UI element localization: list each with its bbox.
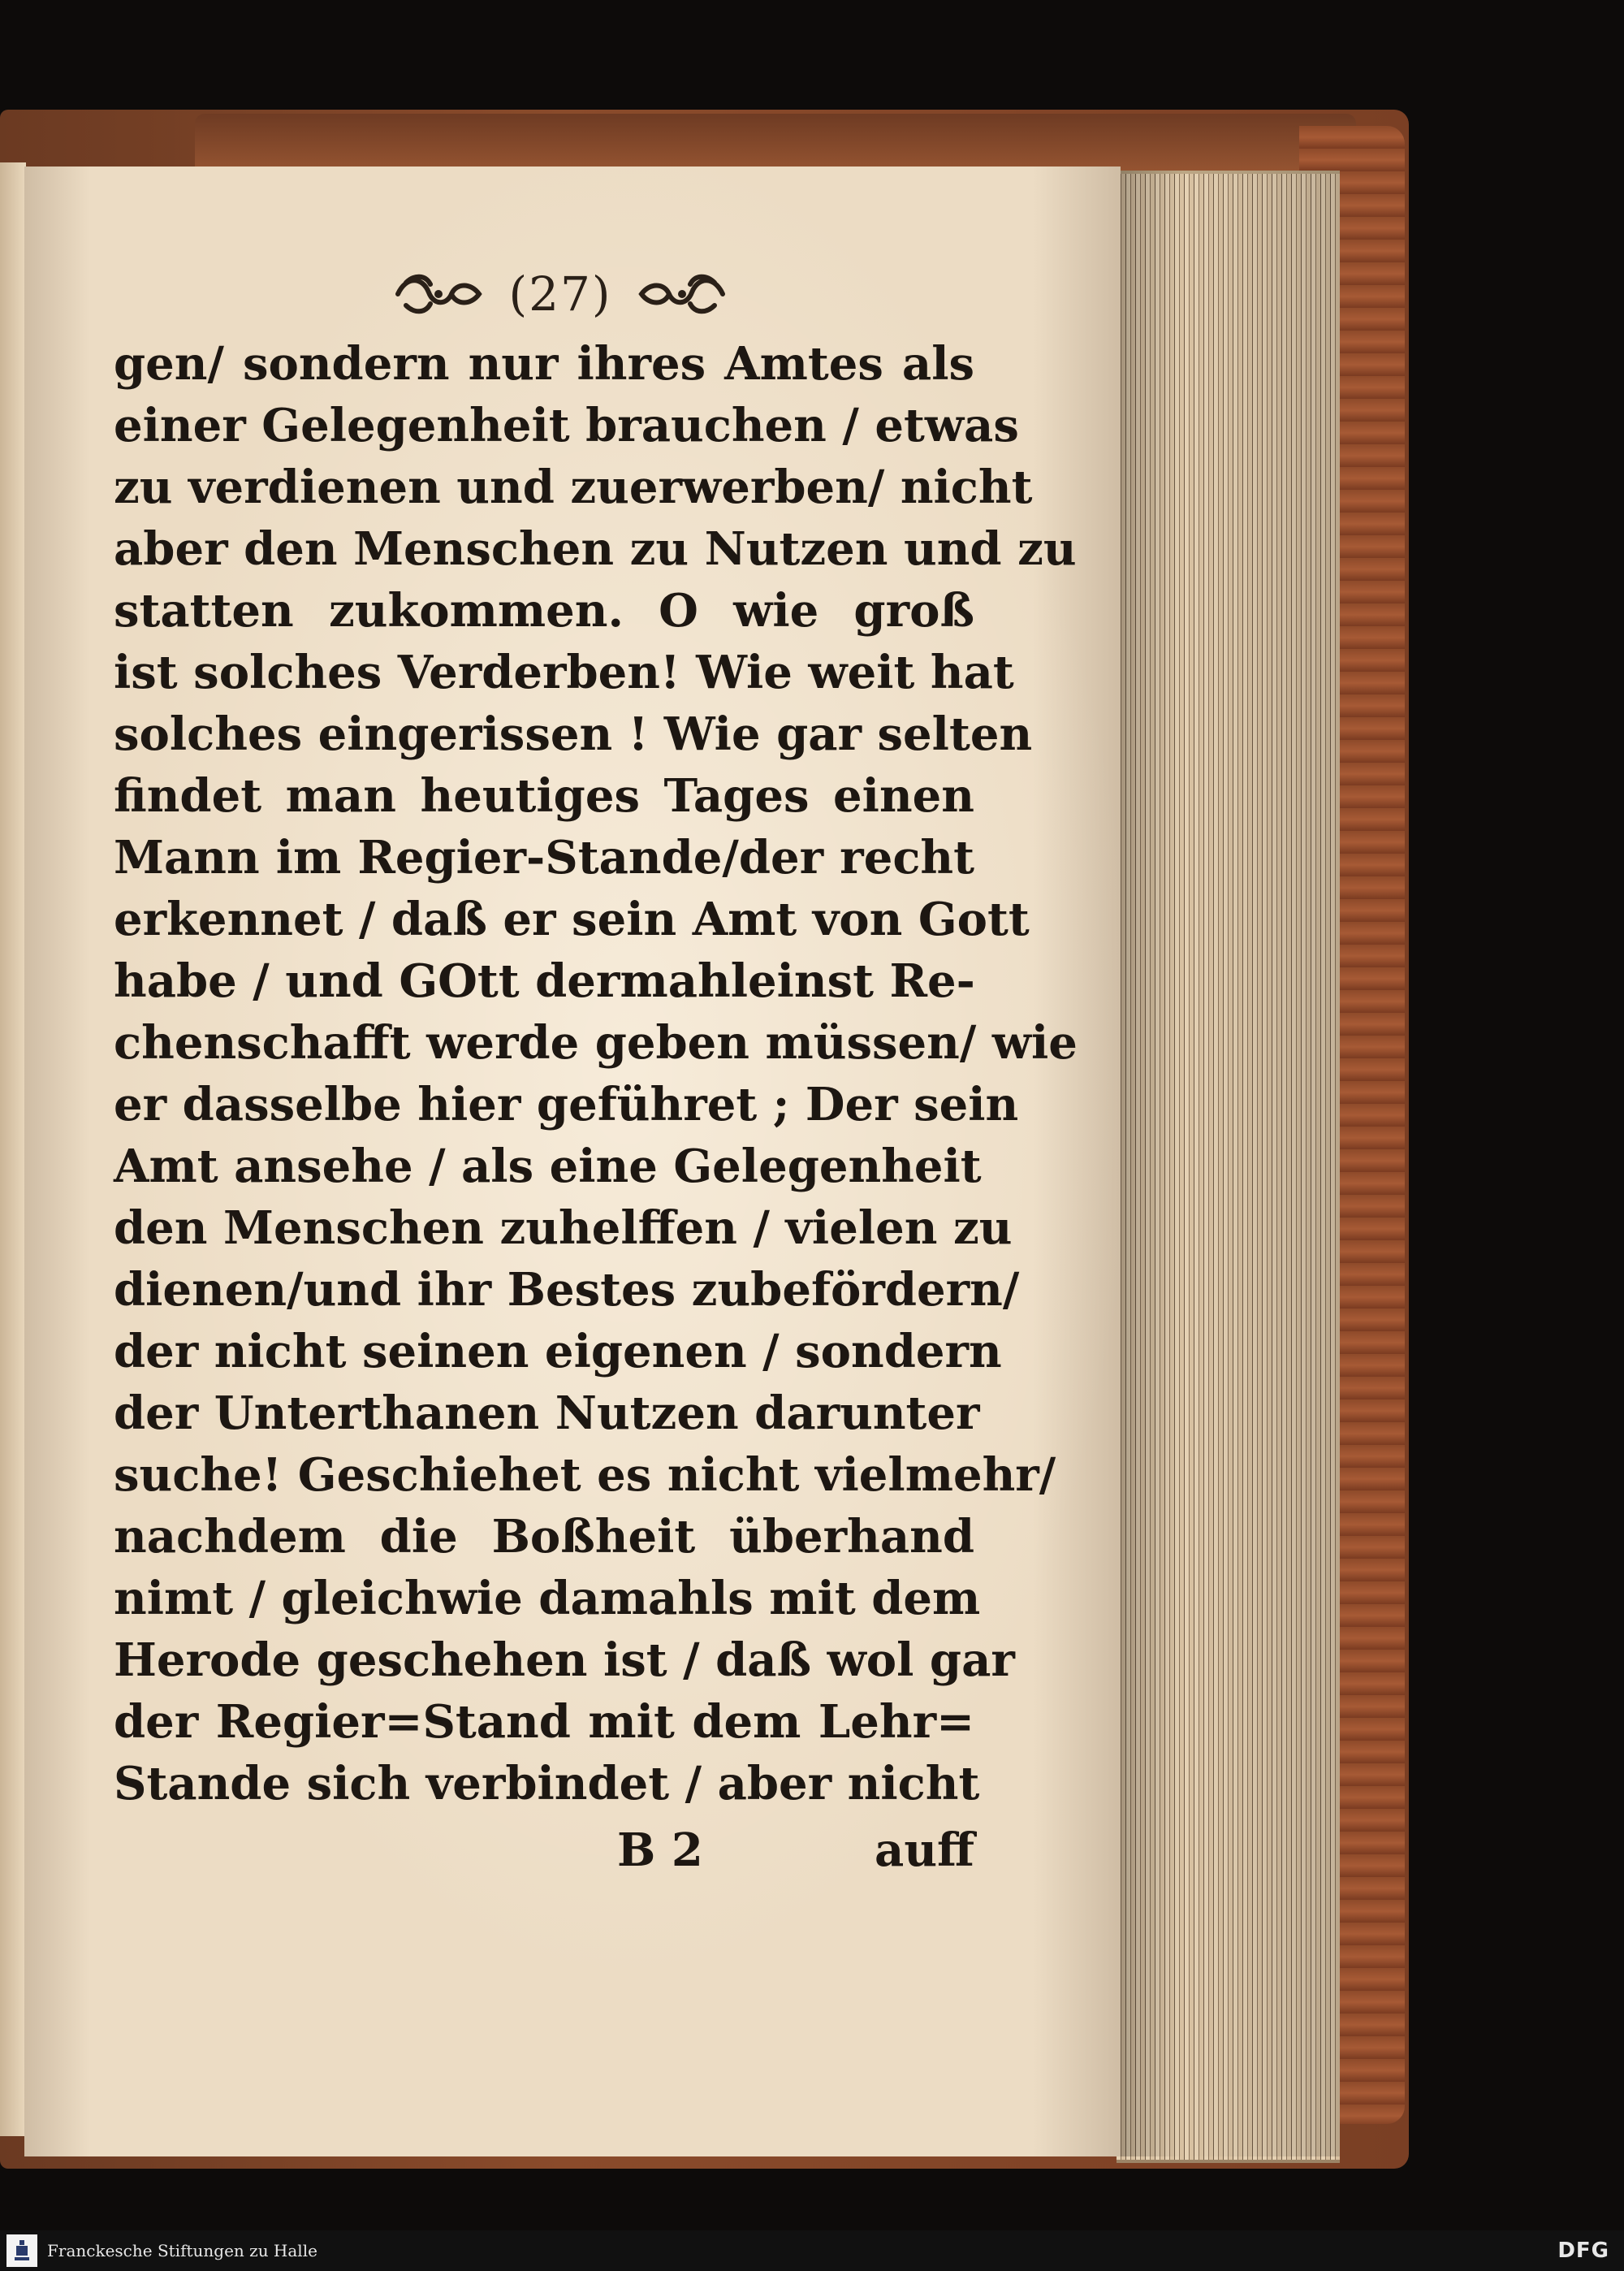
page-number: (27) [508,266,612,322]
text-line: Stande sich verbindet / aber nicht [114,1757,980,1810]
text-line: erkennet / daß er sein Amt von Gott [114,893,1030,946]
page-text [114,333,1078,1815]
text-line: statten zukommen. O wie groß [114,584,974,638]
signature-mark: B 2 [617,1823,703,1877]
text-line: Herode geschehen ist / daß wol gar [114,1633,1015,1687]
catchword: auff [875,1823,974,1877]
text-line: findet man heutiges Tages einen [114,769,974,823]
text-line: chenschafft werde geben müssen/ wie [114,1016,1078,1070]
text-line: zu verdienen und zuerwerben/ nicht [114,461,1033,514]
page-footer [617,1823,974,1888]
text-line: dienen/und ihr Bestes zubefördern/ [114,1263,1020,1317]
bottom-bar [0,2230,1624,2271]
text-line: der Regier=Stand mit dem Lehr= [114,1695,974,1749]
ornament-left-icon [390,270,487,318]
page-edges-shade [1116,171,1340,2156]
institution-name: Franckesche Stiftungen zu Halle [47,2241,317,2260]
text-line: Mann im Regier-Stande/der recht [114,831,974,885]
text-line: solches eingerissen ! Wie gar selten [114,707,1033,761]
text-line: nachdem die Boßheit überhand [114,1510,974,1564]
text-line: der nicht seinen eigenen / sondern [114,1325,1002,1378]
text-line: den Menschen zuhelffen / vielen zu [114,1201,1013,1255]
text-line: ist solches Verderben! Wie weit hat [114,646,1014,699]
ornament-right-icon [633,270,731,318]
page-header [374,253,747,335]
text-line: der Unterthanen Nutzen darunter [114,1386,980,1440]
text-line: habe / und GOtt dermahleinst Re- [114,954,975,1008]
text-line: Amt ansehe / als eine Gelegenheit [114,1140,982,1193]
text-line: aber den Menschen zu Nutzen und zu [114,522,1077,576]
funder-logo: DFG [1557,2239,1609,2263]
left-page-strip [0,162,26,2136]
institution-logo-icon [6,2234,37,2267]
text-line: suche! Geschiehet es nicht vielmehr/ [114,1448,1056,1502]
text-line: nimt / gleichwie damahls mit dem [114,1572,981,1625]
text-line: er dasselbe hier geführet ; Der sein [114,1078,1019,1131]
text-line: gen/ sondern nur ihres Amtes als [114,337,974,391]
text-line: einer Gelegenheit brauchen / etwas [114,399,1019,452]
institution [0,2234,317,2267]
